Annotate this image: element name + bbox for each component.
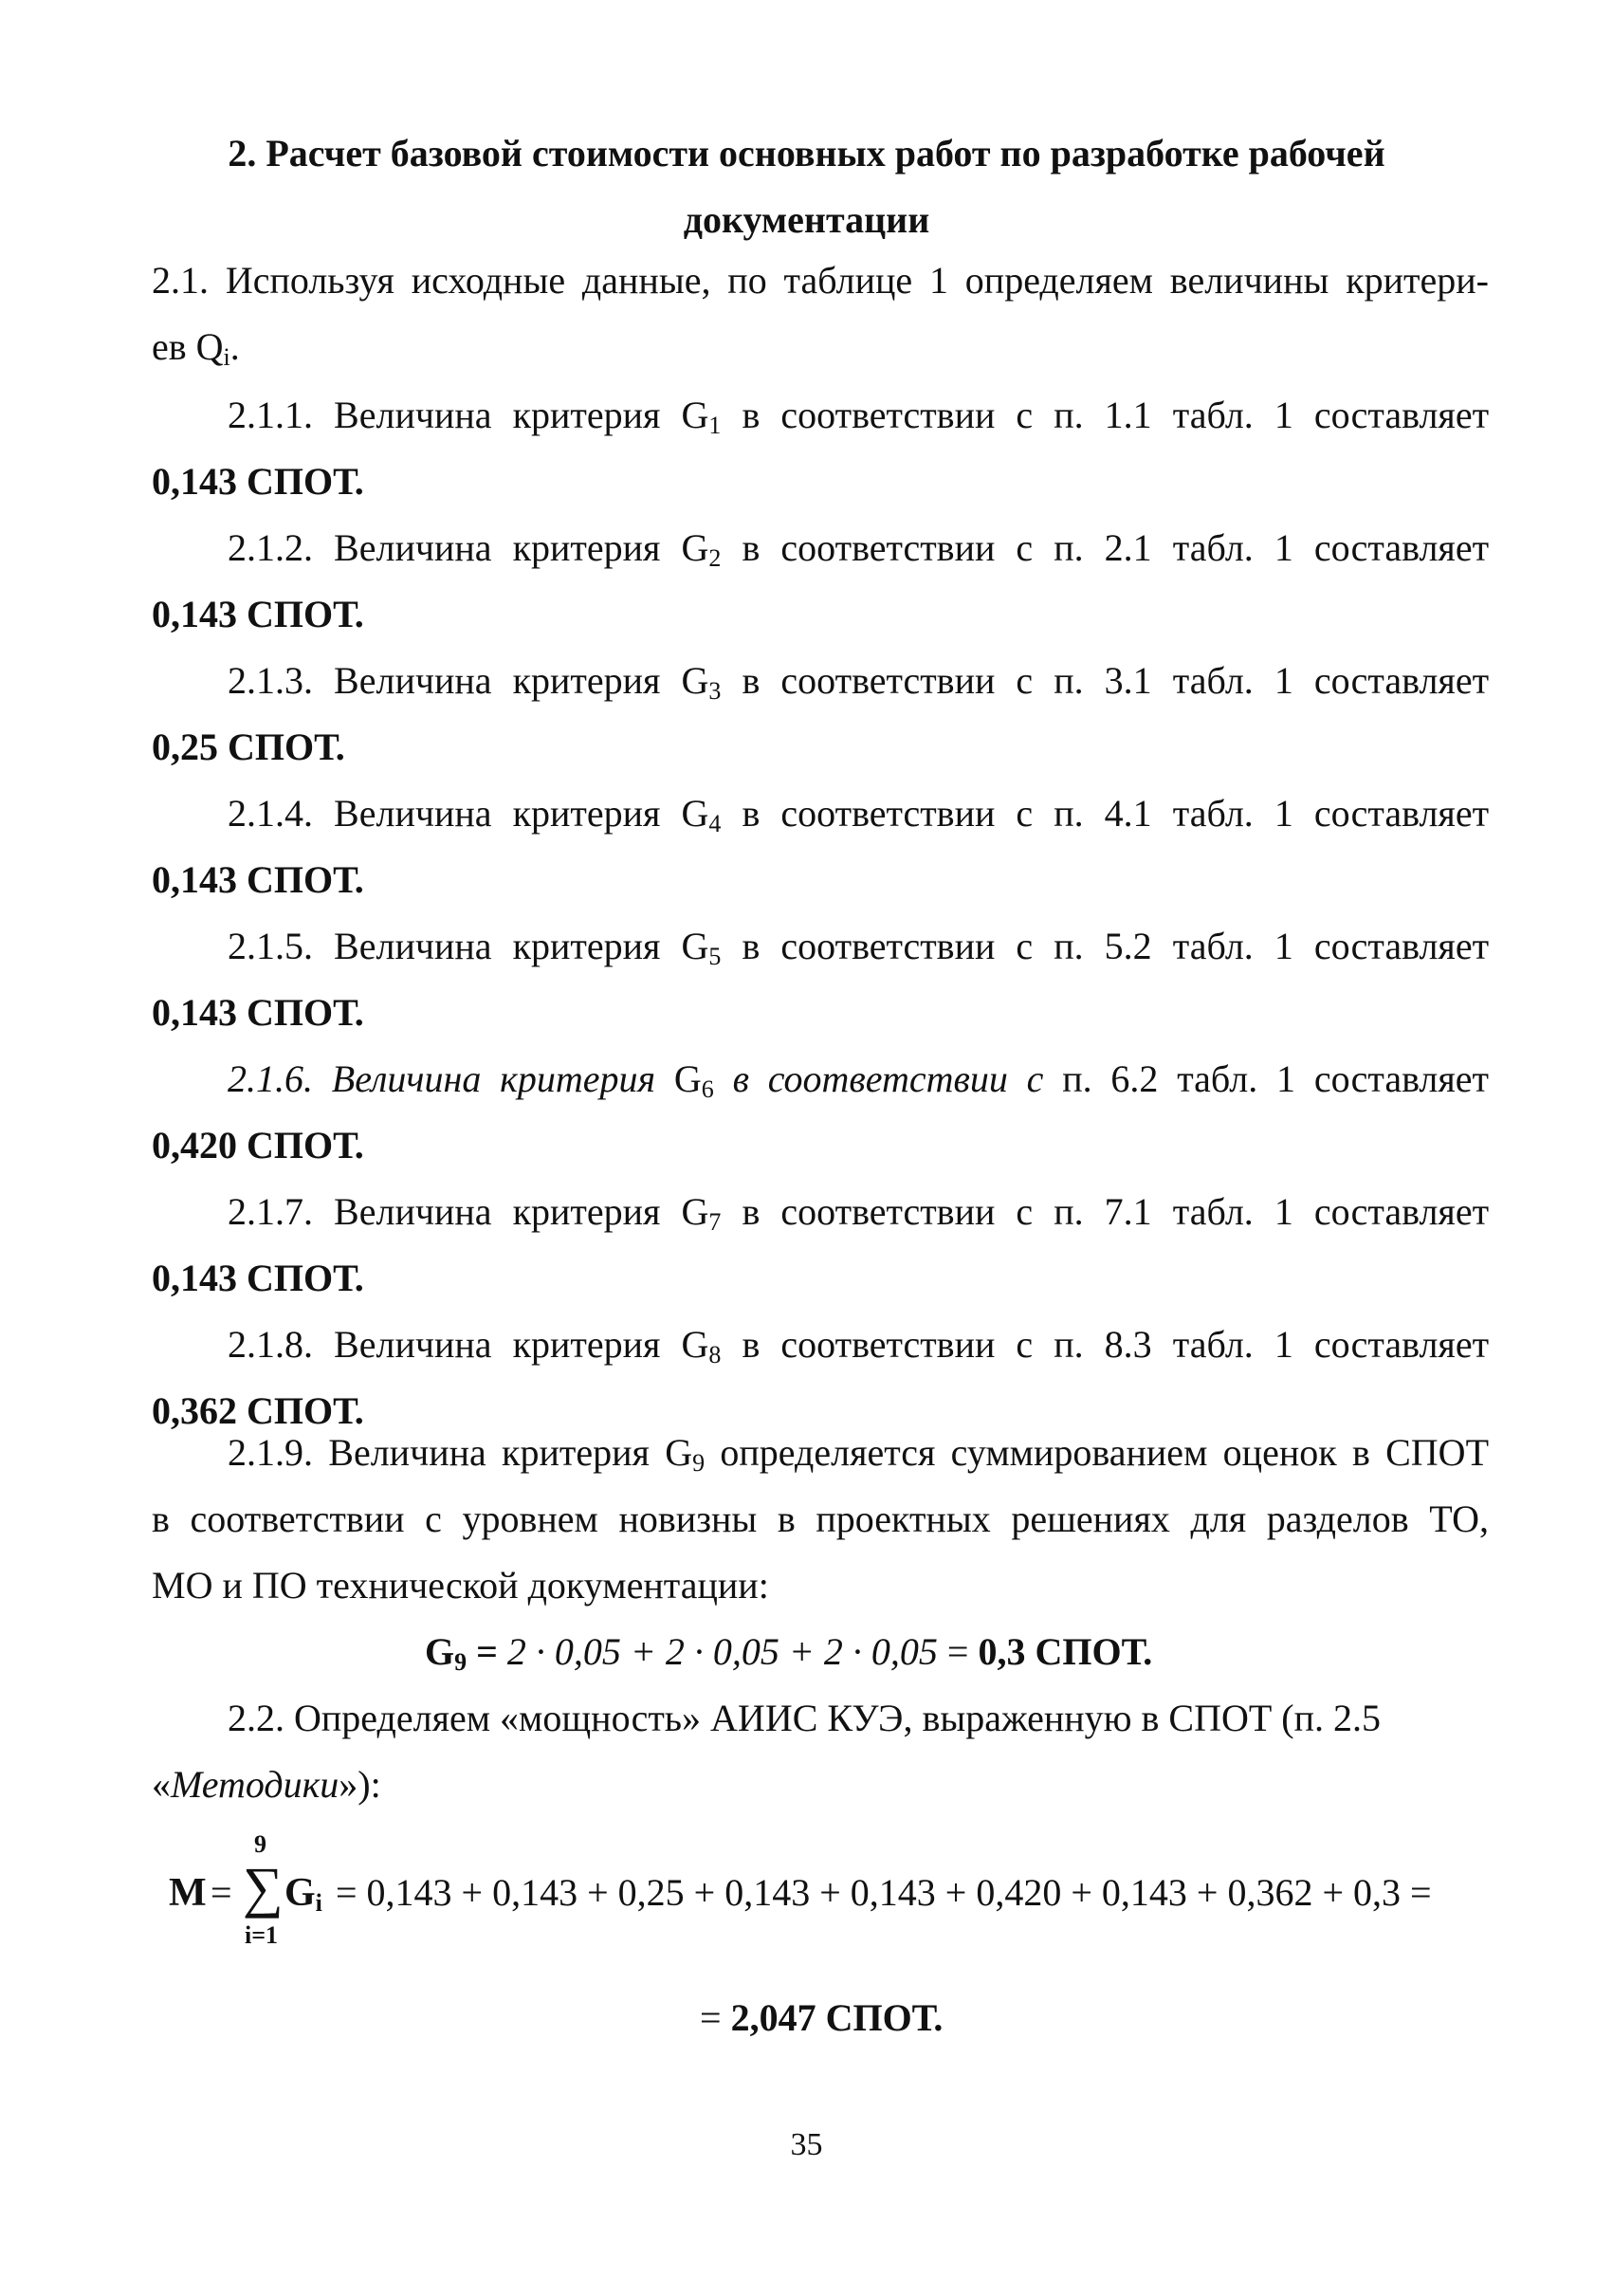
p219-prefix: 2.1.9. Величина критерия G [228,1431,693,1474]
criteria-item-value: 0,362 СПОТ. [152,1389,364,1432]
item-verb: составляет [1313,659,1490,702]
paragraph-2-2-line-2 [152,1762,381,1808]
criterion-subscript: 8 [708,1341,722,1368]
criteria-item-line-1 [228,1056,1489,1102]
item-verb: составляет [1313,394,1490,436]
item-point: п. 4.1 [1054,792,1152,835]
quote-open: « [152,1763,171,1806]
criteria-item-line-1 [228,658,1489,704]
section-heading-line-2: документации [683,198,930,241]
item-text: Величина критерия [334,394,661,436]
formula-m-terms: = 0,143 + 0,143 + 0,25 + 0,143 + 0,143 + 0,420 + 0,143 + 0,362 + 0,3 = [336,1871,1432,1914]
criterion-subscript: 6 [701,1075,714,1103]
item-criterion [681,526,722,572]
item-text: Величина критерия [331,1057,656,1100]
item-ref: в соответствии с [742,394,1034,436]
criteria-item-line-1 [228,525,1489,571]
item-table: табл. 1 [1172,659,1293,702]
criteria-item-value: 0,143 СПОТ. [152,460,364,503]
item-point: п. 1.1 [1054,394,1152,436]
methodology-word: Методики [171,1763,339,1806]
formula-m-g-sub: i [315,1889,322,1917]
formula-g9-eq: = [467,1630,507,1673]
item-ref: в соответствии с [742,925,1034,967]
item-table: табл. 1 [1172,526,1293,569]
paragraph-2-2-line-1: 2.2. Определяем «мощность» АИИС КУЭ, выраженную в СПОТ (п. 2.5 [228,1697,1382,1739]
item-text: Величина критерия [334,526,661,569]
item-number: 2.1.3. [228,659,313,702]
item-table: табл. 1 [1172,1323,1293,1366]
item-number: 2.1.1. [228,394,313,436]
criterion-subscript: 3 [708,677,722,705]
item-text: Величина критерия [334,925,661,967]
criterion-letter: G [681,925,709,967]
item-text: Величина критерия [334,1190,661,1233]
criterion-letter: G [681,1323,709,1366]
item-point: п. 6.2 [1062,1057,1159,1100]
formula-g9-result: 0,3 СПОТ. [978,1630,1153,1673]
item-text: Величина критерия [334,792,661,835]
quote-close: »): [339,1763,381,1806]
item-ref: в соответствии с [742,526,1034,569]
sigma-upper-limit: 9 [254,1830,266,1858]
item-criterion [681,659,722,705]
item-verb: составляет [1313,1323,1490,1366]
item-verb: составляет [1313,526,1490,569]
criteria-item-value: 0,143 СПОТ. [152,593,364,635]
criterion-subscript: 5 [708,943,722,970]
formula-m-symbol: M [169,1871,207,1915]
criterion-subscript: 4 [708,810,722,837]
sigma-lower-limit: i=1 [245,1921,279,1949]
criteria-suffix: . [229,325,240,368]
formula-m-result-value: 2,047 СПОТ. [730,1996,944,2039]
item-verb: составляет [1313,1190,1490,1233]
item-number: 2.1.6. [228,1057,313,1100]
item-text: Величина критерия [334,659,661,702]
formula-m-g [284,1870,322,1916]
item-ref: в соответствии с [742,792,1034,835]
item-ref: в соответствии с [732,1057,1044,1100]
item-criterion [681,925,722,970]
item-point: п. 8.3 [1054,1323,1152,1366]
item-point: п. 7.1 [1054,1190,1152,1233]
item-table: табл. 1 [1177,1057,1296,1100]
item-verb: составляет [1313,1057,1490,1100]
item-table: табл. 1 [1172,925,1293,967]
item-criterion [673,1057,714,1103]
formula-g9 [425,1629,1152,1675]
item-table: табл. 1 [1172,792,1293,835]
criteria-item-value: 0,143 СПОТ. [152,1257,364,1299]
criterion-letter: G [681,1190,709,1233]
item-ref: в соответствии с [742,659,1034,702]
page-number: 35 [790,2127,823,2162]
criteria-item-line-1 [228,1322,1489,1368]
criterion-letter: G [681,659,709,702]
item-ref: в соответствии с [742,1323,1034,1366]
item-criterion [681,1190,722,1236]
formula-g9-eq2: = [937,1630,979,1673]
criterion-letter: G [681,792,709,835]
criteria-prefix: ев Q [152,325,224,368]
item-table: табл. 1 [1172,394,1293,436]
item-criterion [682,792,722,835]
item-criterion [681,394,722,439]
criterion-subscript: 1 [708,412,722,439]
item-number: 2.1.4. [228,792,313,835]
item-ref: в соответствии с [742,1190,1034,1233]
formula-m-result [700,1995,943,2041]
item-number: 2.1.2. [228,526,313,569]
criteria-item-value: 0,25 СПОТ. [152,726,345,768]
formula-g9-lhs: G [425,1630,455,1673]
formula-g9-expr: 2 · 0,05 + 2 · 0,05 + 2 · 0,05 [506,1630,938,1673]
formula-m-result-eq: = [700,1996,731,2039]
item-number: 2.1.8. [228,1323,313,1366]
criteria-item-line-1 [228,1189,1489,1235]
item-number: 2.1.5. [228,925,313,967]
criterion-letter: G [673,1057,702,1100]
formula-m-g-letter: G [284,1871,316,1915]
item-point: п. 5.2 [1054,925,1152,967]
paragraph-2-1-9-line-2: в соответствии с уровнем новизны в проектных решениях для разделов ТО, [152,1497,1489,1540]
criterion-letter: G [681,394,709,436]
item-text: Величина критерия [334,1323,661,1366]
criteria-item-line-1 [228,924,1489,969]
criterion-subscript: 2 [708,544,722,572]
criteria-item-value: 0,420 СПОТ. [152,1124,364,1166]
section-heading-line-1: 2. Расчет базовой стоимости основных работ по разработке рабочей [228,132,1385,174]
paragraph-2-1-line-1: 2.1. Используя исходные данные, по таблице 1 определяем величины критери- [152,259,1489,302]
item-point: п. 2.1 [1054,526,1152,569]
criterion-letter: G [681,526,709,569]
criteria-item-value: 0,143 СПОТ. [152,991,364,1034]
item-table: табл. 1 [1172,1190,1293,1233]
paragraph-2-1-9-line-3: МО и ПО технической документации: [152,1564,769,1607]
paragraph-2-1-line-2 [152,324,240,370]
sigma-symbol: ∑ [243,1856,284,1919]
criteria-subscript: i [223,343,230,371]
criteria-item-line-1 [228,791,1489,836]
criteria-item-line-1 [228,393,1489,438]
item-verb: составляет [1313,792,1490,835]
paragraph-2-1-9-line-1 [228,1430,1489,1476]
criterion-subscript: 7 [708,1208,722,1236]
item-point: п. 3.1 [1054,659,1152,702]
criteria-item-value: 0,143 СПОТ. [152,858,364,901]
item-verb: составляет [1313,925,1490,967]
formula-g9-sub: 9 [454,1648,467,1676]
p219-sub: 9 [692,1449,706,1477]
formula-m-eq: = [211,1871,232,1914]
item-criterion [682,1323,722,1366]
item-number: 2.1.7. [228,1190,313,1233]
formula-m [169,1830,1496,1973]
p219-suffix: определяется суммированием оценок в СПОТ [705,1431,1490,1474]
